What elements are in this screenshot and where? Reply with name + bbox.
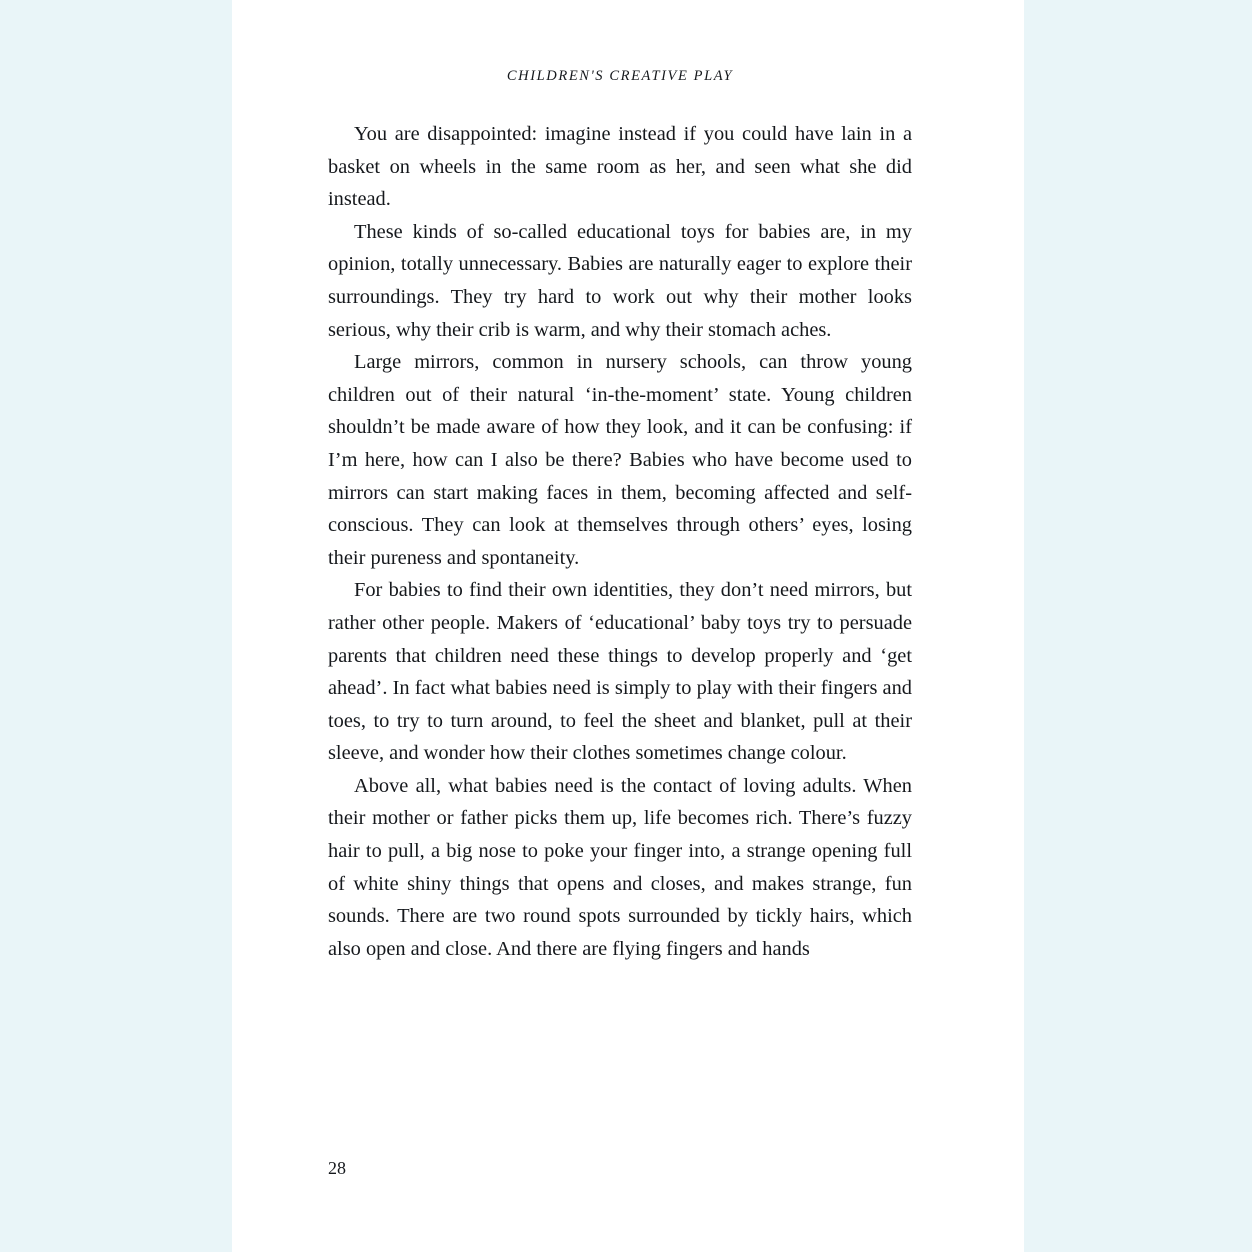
paragraph: These kinds of so-called educational toys for babies are, in my opinion, totally unnecessary. Babies are naturally eager to explore their surroundings. They try hard to work out why their mother looks serious, why their crib is warm, and why their stomach aches. [328,220,912,341]
body-text [328,118,912,965]
book-page [232,0,1024,1252]
paragraph: You are disappointed: imagine instead if you could have lain in a basket on wheels in the same room as her, and seen what she did instead. [328,123,912,211]
running-head: CHILDREN'S CREATIVE PLAY [506,68,734,84]
paragraph: Above all, what babies need is the contact of loving adults. When their mother or father picks them up, life becomes rich. There’s fuzzy hair to pull, a big nose to poke your finger into, a strange opening full of white shiny things that opens and closes, and makes strange, fun sounds. There are two round spots surrounded by tickly hairs, which also open and close. And there are flying fingers and hands [328,774,912,960]
page-text-block [328,0,912,1252]
paragraph: Large mirrors, common in nursery schools, can throw young children out of their natural ‘in-the-moment’ state. Young children shouldn’t be made aware of how they look, and it can be confusing: if I’m here, how can I also be there? Babies who have become used to mirrors can start making faces in them, becoming affected and self-conscious. They can look at themselves through others’ eyes, losing their pureness and spontaneity. [328,351,912,569]
page-number: 28 [328,1158,346,1178]
paragraph: For babies to find their own identities, they don’t need mirrors, but rather other people. Makers of ‘educational’ baby toys try to persuade parents that children need these things to develop properly and ‘get ahead’. In fact what babies need is simply to play with their fingers and toes, to try to turn around, to feel the sheet and blanket, pull at their sleeve, and wonder how their clothes sometimes change colour. [328,579,912,765]
